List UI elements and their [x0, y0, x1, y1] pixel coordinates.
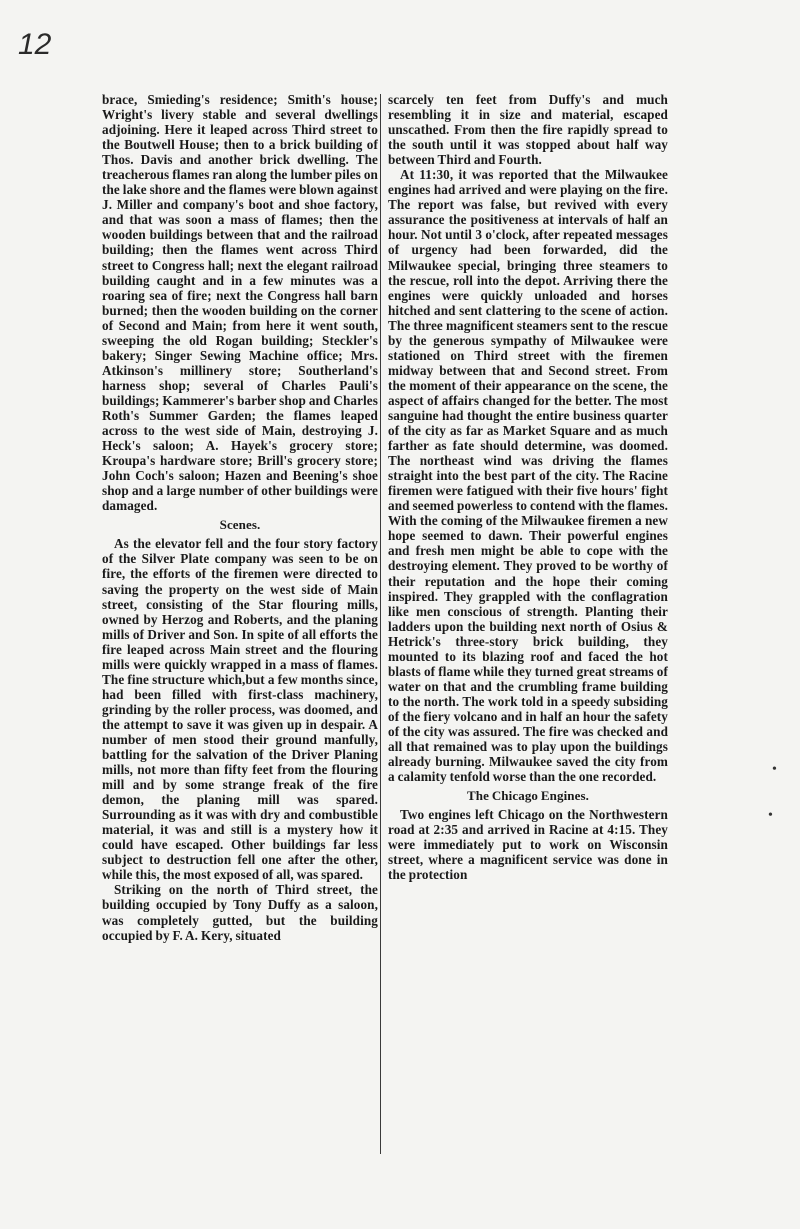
article-paragraph: At 11:30, it was reported that the Milwaukee engines had arrived and were playing on the fire. The report was false, but revived with every assurance the positiveness at intervals of half an hour. Not until 3 o'clock, after repeated messages of urgency had been forwarded, did the Milwaukee special, bringing three steamers to the rescue, roll into the depot. Arriving there the engines were quickly unloaded and horses hitched and sent clattering to the scene of action. The three magnificent steamers sent to the rescue by the generous sympathy of Milwaukee were stationed on Third street with the firemen midway between that and Second street. From the moment of their appearance on the scene, the aspect of affairs changed for the better. The most sanguine had thought the entire business quarter of the city as far as Market Square and as much farther as fate should determine, was doomed. The northeast wind was driving the flames straight into the best part of the city. The Racine firemen were fatigued with their five hours' fight and seemed powerless to contend with the flames. With the coming of the Milwaukee firemen a new hope seemed to dawn. Their powerful engines and fresh men might be able to cope with the destroying element. They proved to be worthy of their reputation and the hope their coming inspired. They grappled with the conflagration like men conscious of strength. Planting their ladders upon the building next north of Osius & Hetrick's three-story brick building, they mounted to its blazing roof and faced the hot blasts of flame while they turned great streams of water on that and the crumbling frame building to the north. The work told in a speedy subsiding of the fiery volcano and in half an hour the safety of the city was assured. The fire was checked and all that remained was to play upon the buildings already burning. Milwaukee saved the city from a calamity tenfold worse than the one recorded.	[388, 167, 668, 785]
page-number: 12	[18, 28, 52, 61]
article-paragraph: Striking on the north of Third street, the building occupied by Tony Duffy as a saloon, was completely gutted, but the building occupied by F. A. Kery, situated	[102, 882, 378, 943]
article-paragraph: Two engines left Chicago on the Northwestern road at 2:35 and arrived in Racine at 4:15. They were immediately put to work on Wisconsin street, where a magnificent service was done in the protection	[388, 807, 668, 883]
margin-speck: •	[768, 808, 773, 823]
right-column	[388, 92, 668, 882]
left-column	[102, 92, 378, 943]
section-heading-chicago-engines: The Chicago Engines.	[467, 788, 589, 804]
article-paragraph: brace, Smieding's residence; Smith's house; Wright's livery stable and several dwellings adjoining. Here it leaped across Third street to the Boutwell House; then to a brick building of Thos. Davis and another brick dwelling. The treacherous flames ran along the lumber piles on the lake shore and the flames were blown against J. Miller and company's boot and shoe factory, and that was soon a mass of flames; then the wooden buildings between that and the railroad building; then the flames went across Third street to Congress hall; next the elegant railroad building caught and in a few minutes was a roaring sea of fire; next the Congress hall barn burned; then the wooden building on the corner of Second and Main; from here it went south, sweeping the old Rogan building; Steckler's bakery; Singer Sewing Machine office; Mrs. Atkinson's millinery store; Southerland's harness shop; several of Charles Pauli's buildings; Kammerer's barber shop and Charles Roth's Summer Garden; the flames leaped across to the west side of Main, destroying J. Heck's saloon; A. Hayek's grocery store; Kroupa's hardware store; Brill's grocery store; John Coch's saloon; Hazen and Beening's shoe shop and a large number of other buildings were damaged.	[102, 92, 378, 514]
article-paragraph: As the elevator fell and the four story factory of the Silver Plate company was seen to be on fire, the efforts of the firemen were directed to saving the property on the west side of Main street, consisting of the Star flouring mills, owned by Herzog and Roberts, and the planing mills of Driver and Son. In spite of all efforts the fire leaped across Main street and the flouring mills were quickly wrapped in a mass of flames. The fine structure which,but a few months since, had been filled with first-class machinery, grinding by the roller process, was doomed, and the attempt to save it was given up in despair. A number of men stood their ground manfully, battling for the salvation of the Driver Planing mills, not more than fifty feet from the flouring mill and by some strange freak of the fire demon, the planing mill was spared. Surrounding as it was with dry and combustible material, it was and still is a mystery how it could have escaped. Other buildings far less subject to destruction fell one after the other, while this, the most exposed of all, was spared.	[102, 536, 378, 883]
margin-speck: •	[772, 762, 777, 777]
section-heading-scenes: Scenes.	[219, 517, 261, 533]
article-paragraph: scarcely ten feet from Duffy's and much resembling it in size and material, escaped unscathed. From then the fire rapidly spread to the south until it was stopped about half way between Third and Fourth.	[388, 92, 668, 168]
column-divider	[380, 94, 381, 1154]
